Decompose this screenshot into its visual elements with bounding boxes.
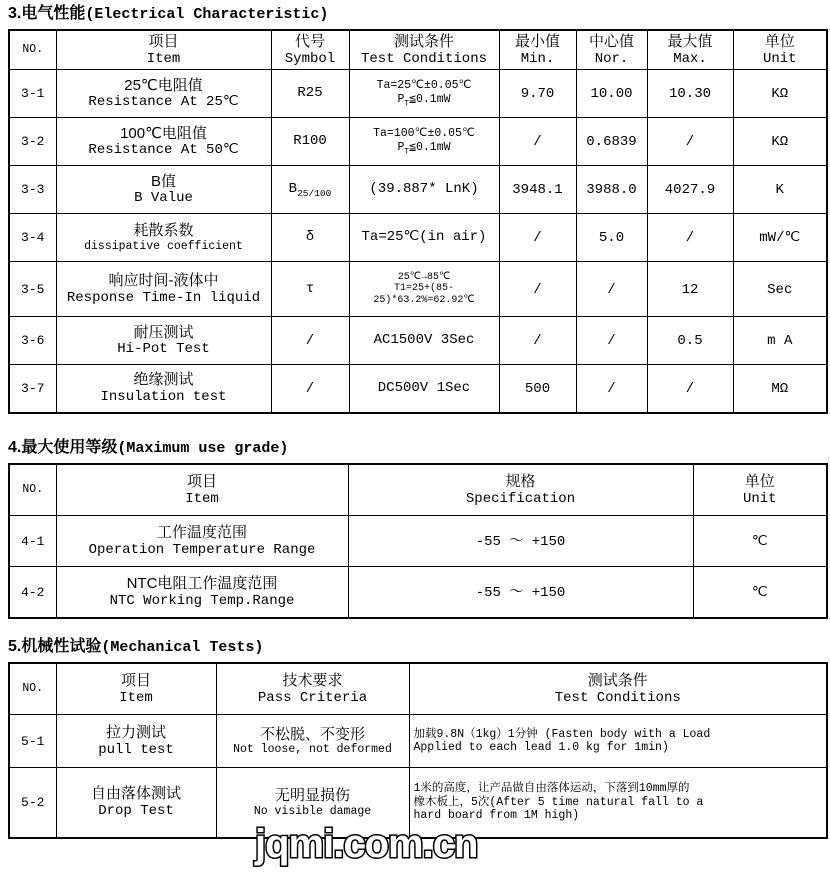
row-no: 5-1: [9, 715, 56, 768]
row-max: /: [647, 214, 733, 262]
header-test-conditions: 测试条件 Test Conditions: [409, 663, 827, 715]
maximum-use-grade-table: [8, 463, 828, 619]
row-min: /: [499, 317, 576, 365]
table-row: [9, 262, 827, 317]
row-symbol: /: [271, 365, 349, 413]
row-symbol: R25: [271, 70, 349, 118]
mechanical-tests-table: [8, 662, 828, 839]
row-test-conditions: 1米的高度，让产品做自由落体运动，下落到10mm厚的 橡木板上，5次(After 5 time natural fall to a hard board from 1M high): [409, 768, 827, 838]
section-4-number: 4.: [8, 438, 22, 456]
row-symbol: $B_{25/100}$: [271, 166, 349, 214]
row-max: /: [647, 118, 733, 166]
table-row: [9, 118, 827, 166]
table-row: [9, 516, 827, 567]
section-5-title: [8, 633, 830, 656]
section-5-number: 5.: [8, 637, 22, 655]
row-no: 5-2: [9, 768, 56, 838]
row-symbol: δ: [271, 214, 349, 262]
row-min: /: [499, 214, 576, 262]
section-3-title-en: (Electrical Characteristic): [85, 6, 329, 23]
row-no: 3-5: [9, 262, 56, 317]
section-4-title-cn: 最大使用等级: [21, 438, 118, 456]
section-spacer: [0, 414, 830, 434]
row-nor: /: [576, 365, 647, 413]
row-test-conditions: 25℃→85℃ T1=25+(85- 25)*63.2%=62.92℃: [349, 262, 499, 317]
row-no: 4-1: [9, 516, 56, 567]
row-unit: K: [733, 166, 827, 214]
row-symbol: /: [271, 317, 349, 365]
row-specification: -55 ～ +150: [348, 516, 693, 567]
row-unit: ℃: [693, 567, 827, 618]
row-no: 3-4: [9, 214, 56, 262]
section-5-title-cn: 机械性试验: [21, 637, 102, 655]
header-specification: 规格 Specification: [348, 464, 693, 516]
row-max: 10.30: [647, 70, 733, 118]
row-pass-criteria: 不松脱、不变形 Not loose, not deformed: [216, 715, 409, 768]
row-test-conditions: Ta=100℃±0.05℃ $P_T≦0.1mW$: [349, 118, 499, 166]
table-header-row: [9, 663, 827, 715]
row-max: 4027.9: [647, 166, 733, 214]
row-item: 自由落体测试 Drop Test: [56, 768, 216, 838]
row-unit: ℃: [693, 516, 827, 567]
section-4-title-en: (Maximum use grade): [117, 439, 289, 457]
table-row: [9, 715, 827, 768]
row-max: 0.5: [647, 317, 733, 365]
site-watermark: jqmi.com.cn: [255, 822, 478, 866]
row-item: 100℃电阻值 Resistance At 50℃: [56, 118, 271, 166]
row-nor: 0.6839: [576, 118, 647, 166]
row-test-conditions: DC500V 1Sec: [349, 365, 499, 413]
row-min: 3948.1: [499, 166, 576, 214]
row-test-conditions: (39.887* LnK): [349, 166, 499, 214]
row-item: 耗散系数 dissipative coefficient: [56, 214, 271, 262]
header-unit: 单位 Unit: [693, 464, 827, 516]
row-item: NTC电阻工作温度范围 NTC Working Temp.Range: [56, 567, 348, 618]
section-spacer: [0, 619, 830, 633]
row-test-conditions: Ta=25℃(in air): [349, 214, 499, 262]
header-no: NO.: [9, 464, 56, 516]
row-nor: 10.00: [576, 70, 647, 118]
table-row: [9, 214, 827, 262]
header-symbol: 代号 Symbol: [271, 30, 349, 70]
row-nor: /: [576, 262, 647, 317]
header-max: 最大值 Max.: [647, 30, 733, 70]
table-row: [9, 365, 827, 413]
row-symbol: τ: [271, 262, 349, 317]
row-pass-criteria: 无明显损伤 No visible damage: [216, 768, 409, 838]
row-symbol: R100: [271, 118, 349, 166]
header-item: 项目 Item: [56, 464, 348, 516]
section-4-title: [8, 434, 830, 457]
table-header-row: [9, 464, 827, 516]
row-test-conditions: AC1500V 3Sec: [349, 317, 499, 365]
table-row: [9, 317, 827, 365]
row-no: 3-1: [9, 70, 56, 118]
row-no: 3-3: [9, 166, 56, 214]
row-nor: 5.0: [576, 214, 647, 262]
row-unit: KΩ: [733, 70, 827, 118]
section-3-title-cn: 电气性能: [21, 5, 86, 22]
header-item: 项目 Item: [56, 30, 271, 70]
row-item: 拉力测试 pull test: [56, 715, 216, 768]
row-test-conditions: Ta=25℃±0.05℃ $P_T≦0.1mW$: [349, 70, 499, 118]
row-item: B值 B Value: [56, 166, 271, 214]
row-unit: mW/℃: [733, 214, 827, 262]
section-3-title: [8, 0, 830, 23]
header-no: NO.: [9, 663, 56, 715]
table-header-row: [9, 30, 827, 70]
row-item: 响应时间-液体中 Response Time-In liquid: [56, 262, 271, 317]
row-min: 500: [499, 365, 576, 413]
row-test-conditions: 加载9.8N（1kg）1分钟 (Fasten body with a Load Applied to each lead 1.0 kg for 1min): [409, 715, 827, 768]
header-pass-criteria: 技术要求 Pass Criteria: [216, 663, 409, 715]
row-no: 3-2: [9, 118, 56, 166]
row-item: 绝缘测试 Insulation test: [56, 365, 271, 413]
table-row: [9, 567, 827, 618]
header-no: NO.: [9, 30, 56, 70]
section-5-title-en: (Mechanical Tests): [101, 638, 264, 656]
row-no: 3-7: [9, 365, 56, 413]
header-item: 项目 Item: [56, 663, 216, 715]
electrical-characteristic-table: [8, 29, 828, 414]
header-nor: 中心值 Nor.: [576, 30, 647, 70]
header-unit: 单位 Unit: [733, 30, 827, 70]
row-unit: KΩ: [733, 118, 827, 166]
row-max: 12: [647, 262, 733, 317]
row-nor: /: [576, 317, 647, 365]
row-unit: MΩ: [733, 365, 827, 413]
section-3-number: 3.: [8, 5, 22, 22]
row-item: 工作温度范围 Operation Temperature Range: [56, 516, 348, 567]
row-unit: Sec: [733, 262, 827, 317]
row-no: 3-6: [9, 317, 56, 365]
table-row: [9, 70, 827, 118]
row-item: 耐压测试 Hi-Pot Test: [56, 317, 271, 365]
row-no: 4-2: [9, 567, 56, 618]
row-nor: 3988.0: [576, 166, 647, 214]
row-min: /: [499, 118, 576, 166]
row-item: 25℃电阻值 Resistance At 25℃: [56, 70, 271, 118]
row-min: 9.70: [499, 70, 576, 118]
row-unit: m A: [733, 317, 827, 365]
header-min: 最小值 Min.: [499, 30, 576, 70]
row-specification: -55 ～ +150: [348, 567, 693, 618]
header-test-conditions: 测试条件 Test Conditions: [349, 30, 499, 70]
row-min: /: [499, 262, 576, 317]
table-row: [9, 166, 827, 214]
row-max: /: [647, 365, 733, 413]
table-row: [9, 768, 827, 838]
